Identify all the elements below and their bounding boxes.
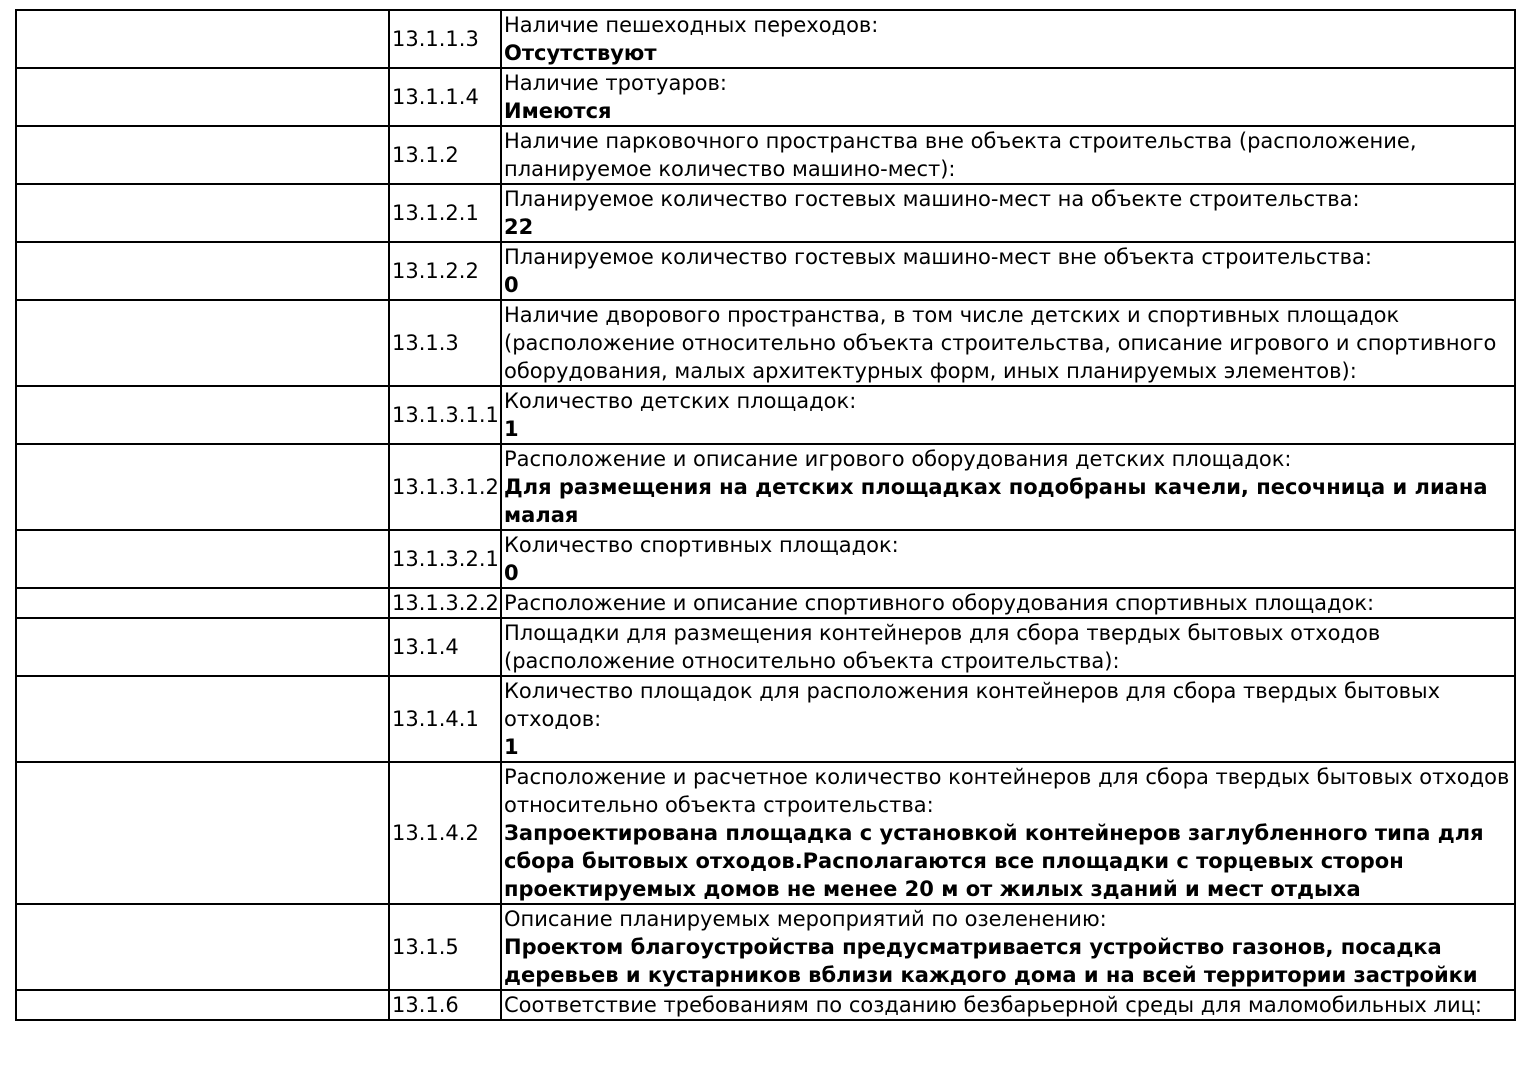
row-label: Планируемое количество гостевых машино-мест на объекте строительства: bbox=[504, 187, 1360, 211]
blank-cell bbox=[16, 386, 389, 444]
row-code: 13.1.1.4 bbox=[389, 68, 501, 126]
blank-cell bbox=[16, 68, 389, 126]
blank-cell bbox=[16, 300, 389, 386]
row-value: 22 bbox=[504, 215, 534, 239]
blank-cell bbox=[16, 126, 389, 184]
row-code: 13.1.4 bbox=[389, 618, 501, 676]
row-label: Соответствие требованиям по созданию безбарьерной среды для маломобильных лиц: bbox=[504, 993, 1482, 1017]
table-row bbox=[16, 300, 1515, 386]
row-label: Количество детских площадок: bbox=[504, 389, 857, 413]
row-content bbox=[501, 588, 1515, 618]
blank-cell bbox=[16, 676, 389, 762]
row-code: 13.1.3.2.2 bbox=[389, 588, 501, 618]
blank-cell bbox=[16, 184, 389, 242]
declaration-table bbox=[15, 9, 1516, 1021]
row-content bbox=[501, 242, 1515, 300]
row-content bbox=[501, 126, 1515, 184]
row-code: 13.1.3 bbox=[389, 300, 501, 386]
table-row bbox=[16, 386, 1515, 444]
row-label: Расположение и расчетное количество контейнеров для сбора твердых бытовых отходов относительно объекта строительства: bbox=[504, 765, 1510, 817]
row-value: 1 bbox=[504, 417, 519, 441]
row-label: Наличие тротуаров: bbox=[504, 71, 727, 95]
row-content bbox=[501, 444, 1515, 530]
row-content bbox=[501, 386, 1515, 444]
row-value: 0 bbox=[504, 561, 519, 585]
table-row bbox=[16, 68, 1515, 126]
row-content bbox=[501, 676, 1515, 762]
row-value: Для размещения на детских площадках подобраны качели, песочница и лиана малая bbox=[504, 475, 1488, 527]
row-code: 13.1.2.2 bbox=[389, 242, 501, 300]
blank-cell bbox=[16, 588, 389, 618]
table-row bbox=[16, 444, 1515, 530]
row-content bbox=[501, 184, 1515, 242]
row-content bbox=[501, 530, 1515, 588]
row-value: 0 bbox=[504, 273, 519, 297]
row-code: 13.1.3.2.1 bbox=[389, 530, 501, 588]
blank-cell bbox=[16, 10, 389, 68]
row-label: Расположение и описание игрового оборудования детских площадок: bbox=[504, 447, 1292, 471]
row-code: 13.1.3.1.2 bbox=[389, 444, 501, 530]
table-row bbox=[16, 904, 1515, 990]
table-row bbox=[16, 126, 1515, 184]
row-label: Наличие дворового пространства, в том числе детских и спортивных площадок (расположение относительно объекта строительства, описание игрового и спортивного оборудования, малых архитектурных форм, иных планируемых элементов): bbox=[504, 303, 1497, 383]
row-content bbox=[501, 618, 1515, 676]
blank-cell bbox=[16, 444, 389, 530]
table-row bbox=[16, 990, 1515, 1020]
row-value: Проектом благоустройства предусматривается устройство газонов, посадка деревьев и кустарников вблизи каждого дома и на всей территории застройки bbox=[504, 935, 1478, 987]
row-value: Отсутствуют bbox=[504, 41, 657, 65]
blank-cell bbox=[16, 530, 389, 588]
row-label: Количество спортивных площадок: bbox=[504, 533, 899, 557]
row-label: Площадки для размещения контейнеров для сбора твердых бытовых отходов (расположение относительно объекта строительства): bbox=[504, 621, 1381, 673]
row-code: 13.1.2.1 bbox=[389, 184, 501, 242]
row-content bbox=[501, 762, 1515, 904]
row-code: 13.1.4.1 bbox=[389, 676, 501, 762]
table-row bbox=[16, 618, 1515, 676]
table-row bbox=[16, 762, 1515, 904]
row-code: 13.1.1.3 bbox=[389, 10, 501, 68]
table-row bbox=[16, 676, 1515, 762]
table-row bbox=[16, 530, 1515, 588]
row-label: Описание планируемых мероприятий по озеленению: bbox=[504, 907, 1107, 931]
table-row bbox=[16, 242, 1515, 300]
row-content bbox=[501, 904, 1515, 990]
blank-cell bbox=[16, 990, 389, 1020]
row-label: Наличие пешеходных переходов: bbox=[504, 13, 879, 37]
row-value: 1 bbox=[504, 735, 519, 759]
blank-cell bbox=[16, 904, 389, 990]
row-code: 13.1.3.1.1 bbox=[389, 386, 501, 444]
table-row bbox=[16, 10, 1515, 68]
row-content bbox=[501, 68, 1515, 126]
row-code: 13.1.4.2 bbox=[389, 762, 501, 904]
row-label: Наличие парковочного пространства вне объекта строительства (расположение, планируемое количество машино-мест): bbox=[504, 129, 1417, 181]
table-row bbox=[16, 588, 1515, 618]
row-code: 13.1.6 bbox=[389, 990, 501, 1020]
blank-cell bbox=[16, 618, 389, 676]
row-value: Имеются bbox=[504, 99, 612, 123]
row-code: 13.1.5 bbox=[389, 904, 501, 990]
row-label: Количество площадок для расположения контейнеров для сбора твердых бытовых отходов: bbox=[504, 679, 1441, 731]
row-content bbox=[501, 300, 1515, 386]
row-content bbox=[501, 10, 1515, 68]
table-row bbox=[16, 184, 1515, 242]
blank-cell bbox=[16, 762, 389, 904]
row-value: Запроектирована площадка с установкой контейнеров заглубленного типа для сбора бытовых отходов.Располагаются все площадки с торцевых сторон проектируемых домов не менее 20 м от жилых зданий и мест отдыха bbox=[504, 821, 1484, 901]
row-label: Планируемое количество гостевых машино-мест вне объекта строительства: bbox=[504, 245, 1372, 269]
blank-cell bbox=[16, 242, 389, 300]
row-code: 13.1.2 bbox=[389, 126, 501, 184]
row-label: Расположение и описание спортивного оборудования спортивных площадок: bbox=[504, 591, 1375, 615]
row-content bbox=[501, 990, 1515, 1020]
